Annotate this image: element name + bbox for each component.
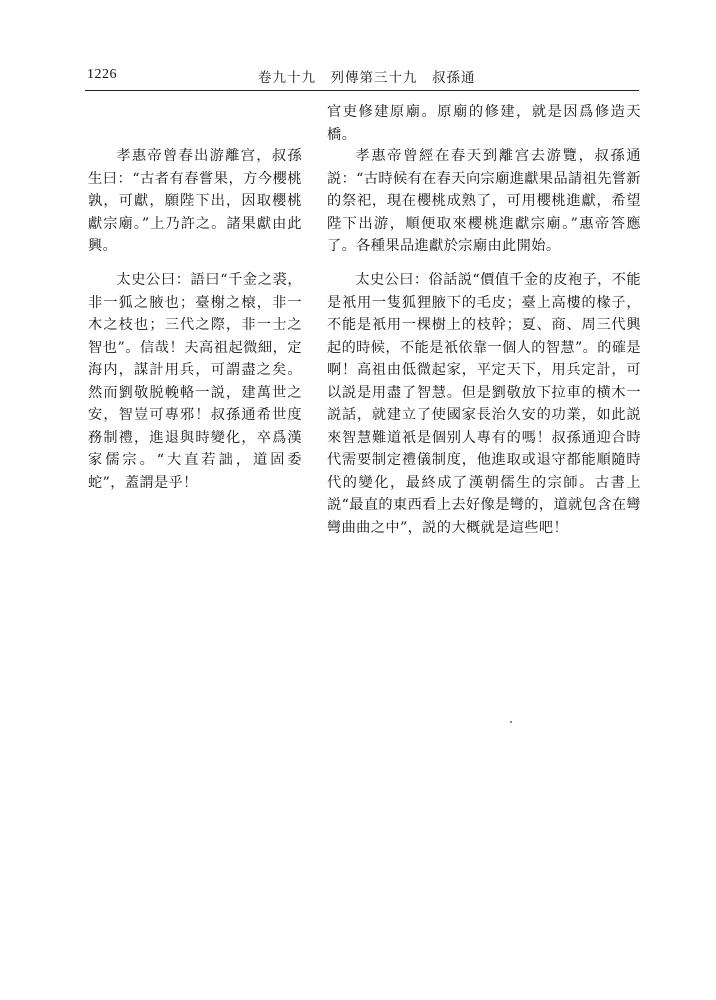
right-paragraph-spring-fruit: 孝惠帝曾經在春天到離宫去游覽，叔孫通説：“古時候有在春天向宗廟進獻果品請祖先嘗新的祭祀，現在櫻桃成熟了，可用櫻桃進獻，希望陛下出游，順便取來櫻桃進獻宗廟。”惠帝答應了。各種果品進獻於宗廟由此開始。 — [327, 148, 641, 254]
left-paragraph-historian-comment: 太史公曰：語曰“千金之裘，非一狐之腋也；臺榭之榱，非一木之枝也；三代之際，非一士之智也”。信哉！夫高祖起微細，定海内，謀計用兵，可謂盡之矣。然而劉敬脱輓輅一説，建萬世之安，智豈可專邪！叔孫通希世度務制禮，進退與時變化，卒爲漢家儒宗。“大直若詘，道固委蛇”，蓋謂是乎！ — [88, 272, 302, 491]
right-paragraph-historian-comment: 太史公曰：俗話説“價值千金的皮袍子，不能是衹用一隻狐狸腋下的毛皮；臺上高樓的椽子，不能是衹用一棵樹上的枝幹；夏、商、周三代興起的時候，不能是衹依靠一個人的智慧”。的確是啊！高祖由低微起家，平定天下，用兵定計，可以説是用盡了智慧。但是劉敬放下拉車的横木一説話，就建立了使國家長治久安的功業，如此説來智慧難道衹是個别人專有的嗎！叔孫通迎合時代需要制定禮儀制度，他進取或退守都能順隨時代的變化，最終成了漢朝儒生的宗師。古書上説“最直的東西看上去好像是彎的，道就包含在彎彎曲曲之中”，説的大概就是這些吧！ — [327, 272, 641, 536]
right-paragraph-continuation: 官吏修建原廟。原廟的修建，就是因爲修造天橋。 — [327, 104, 641, 143]
page-number: 1226 — [87, 67, 117, 82]
header-rule — [85, 90, 639, 91]
running-head: 卷九十九 列傳第三十九 叔孫通 — [258, 70, 476, 86]
print-speck — [510, 721, 512, 723]
left-paragraph-spring-fruit: 孝惠帝曾春出游離宫，叔孫生曰：“古者有春嘗果，方今櫻桃孰，可獻，願陛下出，因取櫻桃獻宗廟。”上乃許之。諸果獻由此興。 — [88, 148, 302, 254]
